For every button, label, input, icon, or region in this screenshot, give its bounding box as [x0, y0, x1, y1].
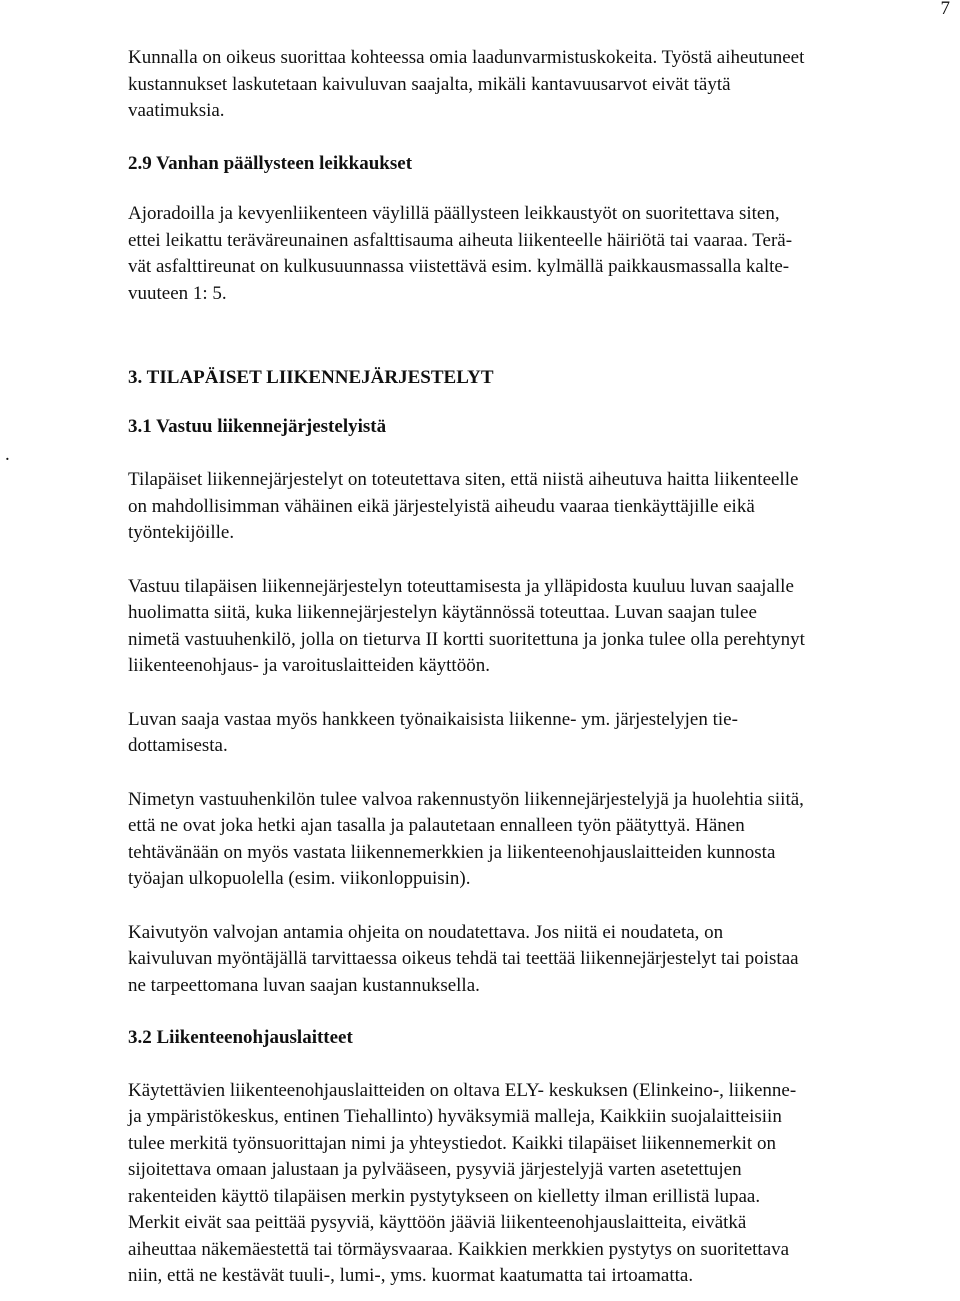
section-3-2-heading: 3.2 Liikenteenohjauslaitteet	[128, 1027, 353, 1048]
section-2-9-paragraph: Ajoradoilla ja kevyenliikenteen väylillä päällysteen leikkaustyöt on suoritettava siten, ettei leikattu teräväreunainen asfalttisauma aiheuta liikenteelle häiriötä tai vaaraa. Terä- vät asfalttireunat on kulkusuunnassa viistettävä esim. kylmällä paikkausmassalla kalte- vuuteen 1: 5.	[128, 203, 793, 304]
section-3-2-paragraph: Käytettävien liikenteenohjauslaitteiden on oltava ELY- keskuksen (Elinkeino-, liikenne- ja ympäristökeskus, entinen Tiehallinto) hyväksymiä malleja, Kaikkiin suojalaitteisiin tulee merkitä työnsuorittajan nimi ja yhteystiedot. Kaikki tilapäiset liikennemerkit on sijoitettava omaan jalustaan ja pylvääseen, pysyviä järjestelyjä varten asetettujen rakenteiden käyttö tilapäisen merkin pystytykseen on kielletty ilman erillistä lupaa. Merkit eivät saa peittää pysyviä, käyttöön jääviä liikenteenohjauslaitteita, eivätkä aiheuttaa näkemäestettä tai törmäysvaaraa. Kaikkien merkkien pystytys on suoritettava niin, että ne kestävät tuuli-, lumi-, yms. kuormat kaatumatta tai irtoamatta.	[128, 1079, 797, 1286]
section-3-1-paragraph-3: Luvan saaja vastaa myös hankkeen työnaikaisista liikenne- ym. järjestelyjen tie- dottamisesta.	[128, 708, 738, 756]
intro-paragraph: Kunnalla on oikeus suorittaa kohteessa omia laadunvarmistuskokeita. Työstä aiheutuneet kustannukset laskutetaan kaivuluvan saajalta, mikäli kantavuusarvot eivät täytä vaatimuksia.	[128, 47, 805, 121]
chapter-3-heading: 3. TILAPÄISET LIIKENNEJÄRJESTELYT	[128, 367, 494, 388]
section-3-1-heading: 3.1 Vastuu liikennejärjestelyistä	[128, 415, 387, 437]
section-3-1-paragraph-4: Nimetyn vastuuhenkilön tulee valvoa rakennustyön liikennejärjestelyjä ja huolehtia siitä, että ne ovat joka hetki ajan tasalla ja palautetaan ennalleen työn päätyttyä. Hänen tehtävänään on myös vastata liikennemerkkien ja liikenteenohjauslaitteiden kunnosta työajan ulkopuolella (esim. viikonloppuisin).	[128, 788, 804, 889]
document-body	[128, 45, 948, 1290]
page-number: 7	[940, 0, 950, 19]
section-3-1-paragraph-1: Tilapäiset liikennejärjestelyt on toteutettava siten, että niistä aiheutuva haitta liikenteelle on mahdollisimman vähäinen eikä järjestelyistä aiheudu vaaraa tienkäyttäjille eikä työntekijöille.	[128, 469, 799, 543]
section-3-1-paragraph-2: Vastuu tilapäisen liikennejärjestelyn toteuttamisesta ja ylläpidosta kuuluu luvan saajalle huolimatta siitä, kuka liikennejärjestelyn käytännössä toteuttaa. Luvan saajan tulee nimetä vastuuhenkilö, jolla on tieturva II kortti suoritettuna ja jonka tulee olla perehtynyt liikenteenohjaus- ja varoituslaitteiden käyttöön.	[128, 575, 805, 676]
section-2-9-heading: 2.9 Vanhan päällysteen leikkaukset	[128, 152, 413, 174]
section-3-1-paragraph-5: Kaivutyön valvojan antamia ohjeita on noudatettava. Jos niitä ei noudateta, on kaivuluvan myöntäjällä tarvittaessa oikeus tehdä tai teettää liikennejärjestelyt tai poistaa ne tarpeettomana luvan saajan kustannuksella.	[128, 921, 799, 996]
margin-mark: .	[5, 444, 10, 465]
